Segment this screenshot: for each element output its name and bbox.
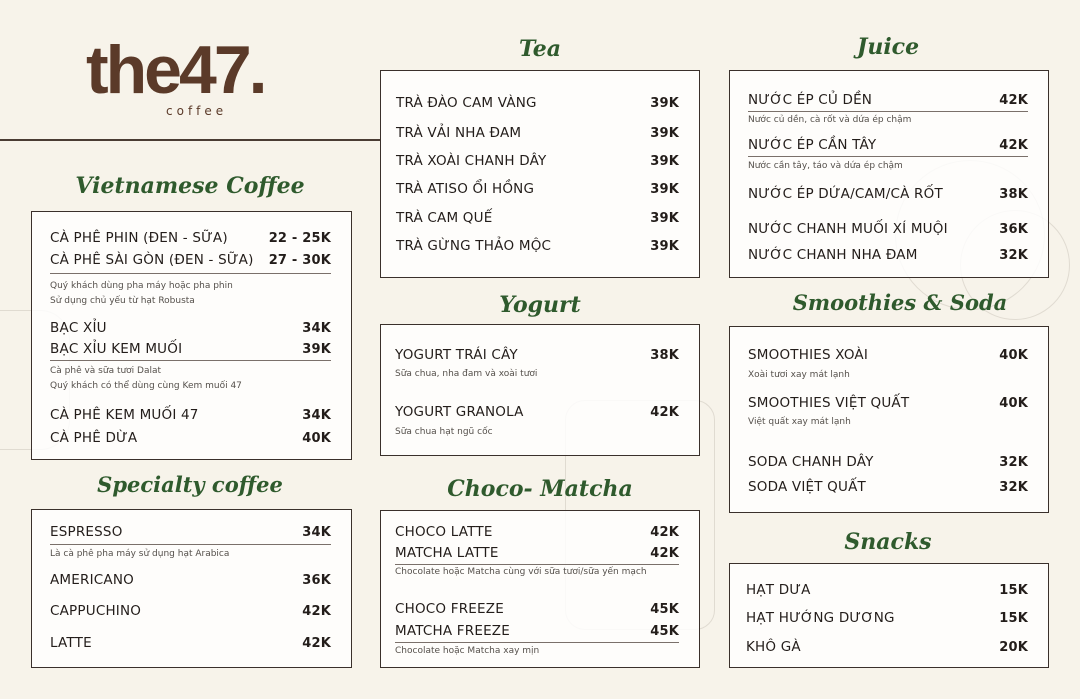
menu-item: TRÀ ATISO ỔI HỒNG 39K [396, 181, 679, 197]
brand-logo-subtitle: coffee [166, 104, 228, 118]
item-note: Chocolate hoặc Matcha xay mịn [395, 646, 540, 656]
menu-item: TRÀ VẢI NHA ĐAM 39K [396, 125, 679, 141]
item-separator [50, 544, 331, 545]
item-note: Việt quất xay mát lạnh [748, 417, 851, 427]
menu-item: NƯỚC ÉP CỦ DỀN 42K [748, 92, 1028, 108]
menu-item: CAPPUCHINO 42K [50, 603, 331, 619]
menu-item: HẠT DƯA 15K [746, 582, 1028, 598]
menu-item: NƯỚC CHANH MUỐI XÍ MUỘI 36K [748, 221, 1028, 237]
item-note: Sữa chua, nha đam và xoài tươi [395, 369, 538, 379]
menu-item: CHOCO LATTE 42K [395, 524, 679, 540]
menu-item: YOGURT GRANOLA 42K [395, 404, 679, 420]
item-note: Cà phê và sữa tươi Dalat [50, 366, 162, 376]
section-title-yogurt: Yogurt [499, 292, 581, 318]
section-title-juice: Juice [856, 34, 920, 60]
menu-item: CÀ PHÊ SÀI GÒN (ĐEN - SỮA) 27 - 30K [50, 252, 331, 268]
menu-item: CÀ PHÊ KEM MUỐI 47 34K [50, 407, 331, 423]
item-separator [748, 111, 1028, 112]
smoothies-soda-box [729, 326, 1049, 513]
menu-item: HẠT HƯỚNG DƯƠNG 15K [746, 610, 1028, 626]
vietnamese-coffee-box [31, 211, 352, 460]
menu-item: SMOOTHIES VIỆT QUẤT 40K [748, 395, 1028, 411]
section-title-choco-matcha: Choco- Matcha [447, 476, 633, 502]
menu-item: YOGURT TRÁI CÂY 38K [395, 347, 679, 363]
header-divider [0, 139, 380, 141]
menu-item: AMERICANO 36K [50, 572, 331, 588]
menu-item: MATCHA FREEZE 45K [395, 623, 679, 639]
item-separator [748, 156, 1028, 157]
section-title-specialty-coffee: Specialty coffee [97, 472, 283, 497]
menu-item: LATTE 42K [50, 635, 331, 651]
section-title-snacks: Snacks [844, 529, 932, 555]
menu-item: CÀ PHÊ DỪA 40K [50, 430, 331, 446]
item-separator [50, 273, 331, 274]
menu-item: MATCHA LATTE 42K [395, 545, 679, 561]
menu-item: BẠC XỈU KEM MUỐI 39K [50, 341, 331, 357]
specialty-coffee-box [31, 509, 352, 668]
menu-item: TRÀ ĐÀO CAM VÀNG 39K [396, 95, 679, 111]
choco-matcha-box [380, 510, 700, 668]
item-separator [395, 564, 679, 565]
item-note: Quý khách dùng pha máy hoặc pha phin [50, 281, 233, 291]
menu-item: NƯỚC ÉP CẦN TÂY 42K [748, 137, 1028, 153]
item-note: Nước cần tây, táo và dứa ép chậm [748, 161, 903, 171]
menu-item: KHÔ GÀ 20K [746, 639, 1028, 655]
item-note: Là cà phê pha máy sử dụng hạt Arabica [50, 549, 230, 559]
menu-item: TRÀ GỪNG THẢO MỘC 39K [396, 238, 679, 254]
menu-item: TRÀ XOÀI CHANH DÂY 39K [396, 153, 679, 169]
menu-item: SODA VIỆT QUẤT 32K [748, 479, 1028, 495]
section-title-smoothies-soda: Smoothies & Soda [792, 290, 1008, 315]
menu-item: TRÀ CAM QUẾ 39K [396, 210, 679, 226]
section-title-vietnamese-coffee: Vietnamese Coffee [75, 173, 305, 199]
item-note: Chocolate hoặc Matcha cùng với sữa tươi/sữa yến mạch [395, 567, 647, 577]
yogurt-box [380, 324, 700, 456]
section-title-tea: Tea [518, 36, 562, 62]
menu-item: CHOCO FREEZE 45K [395, 601, 679, 617]
item-separator [50, 360, 331, 361]
item-separator [395, 642, 679, 643]
tea-box [380, 70, 700, 278]
menu-item: NƯỚC CHANH NHA ĐAM 32K [748, 247, 1028, 263]
juice-box [729, 70, 1049, 278]
menu-item: CÀ PHÊ PHIN (ĐEN - SỮA) 22 - 25K [50, 230, 331, 246]
menu-item: ESPRESSO 34K [50, 524, 331, 540]
menu-item: SODA CHANH DÂY 32K [748, 454, 1028, 470]
menu-item: BẠC XỈU 34K [50, 320, 331, 336]
item-note: Nước củ dền, cà rốt và dứa ép chậm [748, 115, 912, 125]
item-note: Quý khách có thể dùng cùng Kem muối 47 [50, 381, 242, 391]
item-note: Sữa chua hạt ngũ cốc [395, 427, 493, 437]
menu-item: SMOOTHIES XOÀI 40K [748, 347, 1028, 363]
brand-logo: the47. [86, 32, 265, 108]
item-note: Xoài tươi xay mát lạnh [748, 370, 850, 380]
menu-item: NƯỚC ÉP DỨA/CAM/CÀ RỐT 38K [748, 186, 1028, 202]
snacks-box [729, 563, 1049, 668]
item-note: Sử dụng chủ yếu từ hạt Robusta [50, 296, 195, 306]
